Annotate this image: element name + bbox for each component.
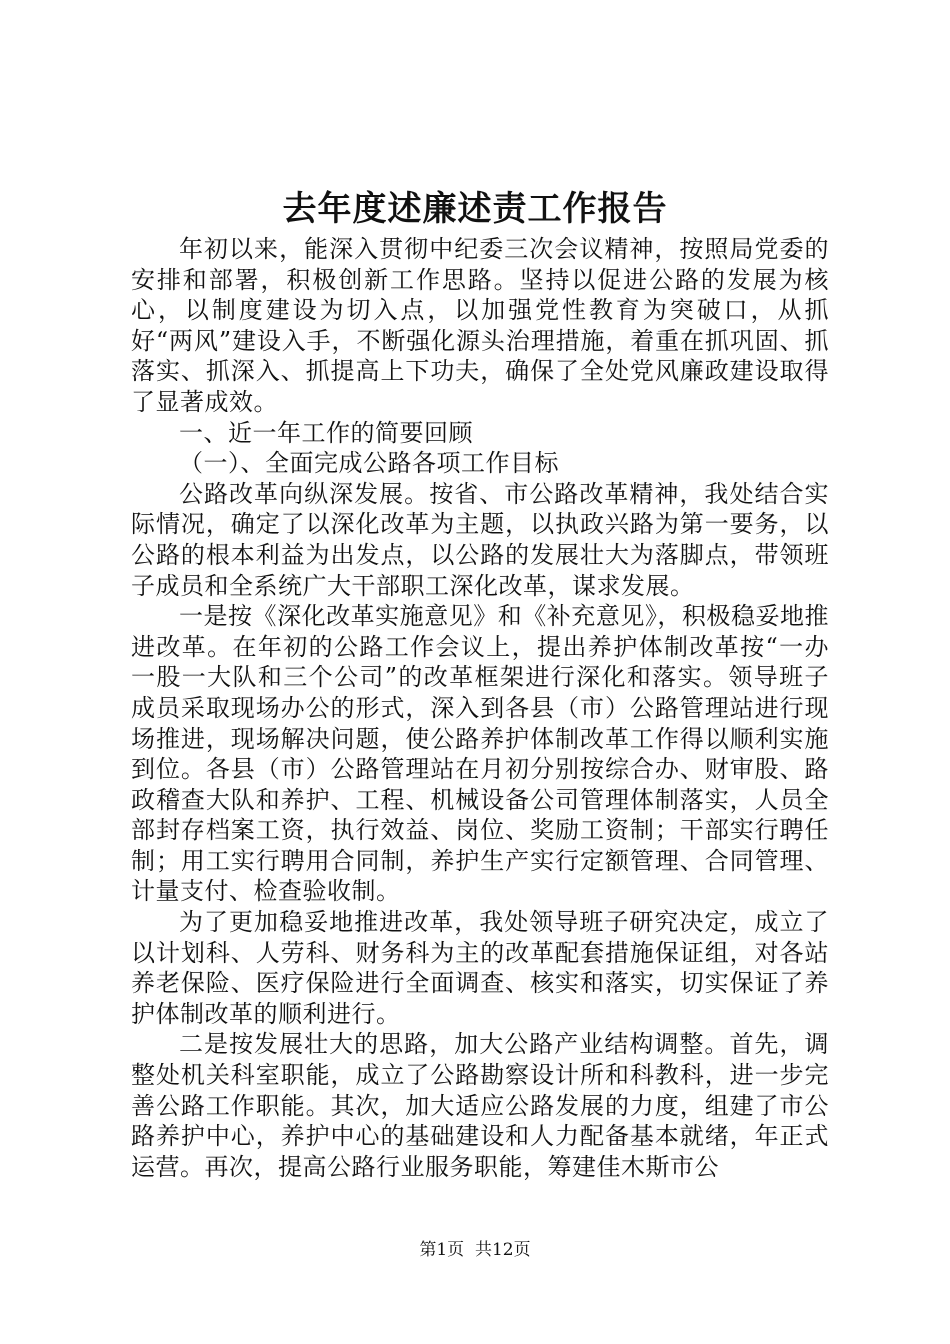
document-body <box>131 234 829 1182</box>
document-title: 去年度述廉述责工作报告 <box>282 189 668 229</box>
paragraph-point-two: 二是按发展壮大的思路，加大公路产业结构调整。首先，调整处机关科室职能，成立了公路勘察设计所和科教科，进一步完善公路工作职能。其次，加大适应公路发展的力度，组建了市公路养护中心，养护中心的基础建设和人力配备基本就绪，年正式运营。再次，提高公路行业服务职能，筹建佳木斯市公 <box>131 1030 829 1181</box>
subsection-heading-goals: （一）、全面完成公路各项工作目标 <box>179 449 559 478</box>
section-heading-review: 一、近一年工作的简要回顾 <box>179 418 473 447</box>
paragraph-guarantee: 为了更加稳妥地推进改革，我处领导班子研究决定，成立了以计划科、人劳科、财务科为主的改革配套措施保证组，对各站养老保险、医疗保险进行全面调查、核实和落实，切实保证了养护体制改革的顺利进行。 <box>131 908 829 1028</box>
page-footer <box>0 1238 950 1262</box>
paragraph-reform: 公路改革向纵深发展。按省、市公路改革精神，我处结合实际情况，确定了以深化改革为主题，以执政兴路为第一要务，以公路的根本利益为出发点，以公路的发展壮大为落脚点，带领班子成员和全系统广大干部职工深化改革，谋求发展。 <box>131 479 829 600</box>
paragraph-point-one: 一是按《深化改革实施意见》和《补充意见》，积极稳妥地推进改革。在年初的公路工作会议上，提出养护体制改革按“一办一股一大队和三个公司”的改革框架进行深化和落实。领导班子成员采取现场办公的形式，深入到各县（市）公路管理站进行现场推进，现场解决问题，使公路养护体制改革工作得以顺利实施到位。各县（市）公路管理站在月初分别按综合办、财审股、路政稽查大队和养护、工程、机械设备公司管理体制落实，人员全部封存档案工资，执行效益、岗位、奖励工资制；干部实行聘任制；用工实行聘用合同制，养护生产实行定额管理、合同管理、计量支付、检查验收制。 <box>131 602 829 906</box>
paragraph-intro: 年初以来，能深入贯彻中纪委三次会议精神，按照局党委的安排和部署，积极创新工作思路。坚持以促进公路的发展为核心，以制度建设为切入点，以加强党性教育为突破口，从抓好“两风”建设入手，不断强化源头治理措施，着重在抓巩固、抓落实、抓深入、抓提高上下功夫，确保了全处党风廉政建设取得了显著成效。 <box>131 235 829 416</box>
page-number: 第1页 共12页 <box>419 1240 531 1260</box>
